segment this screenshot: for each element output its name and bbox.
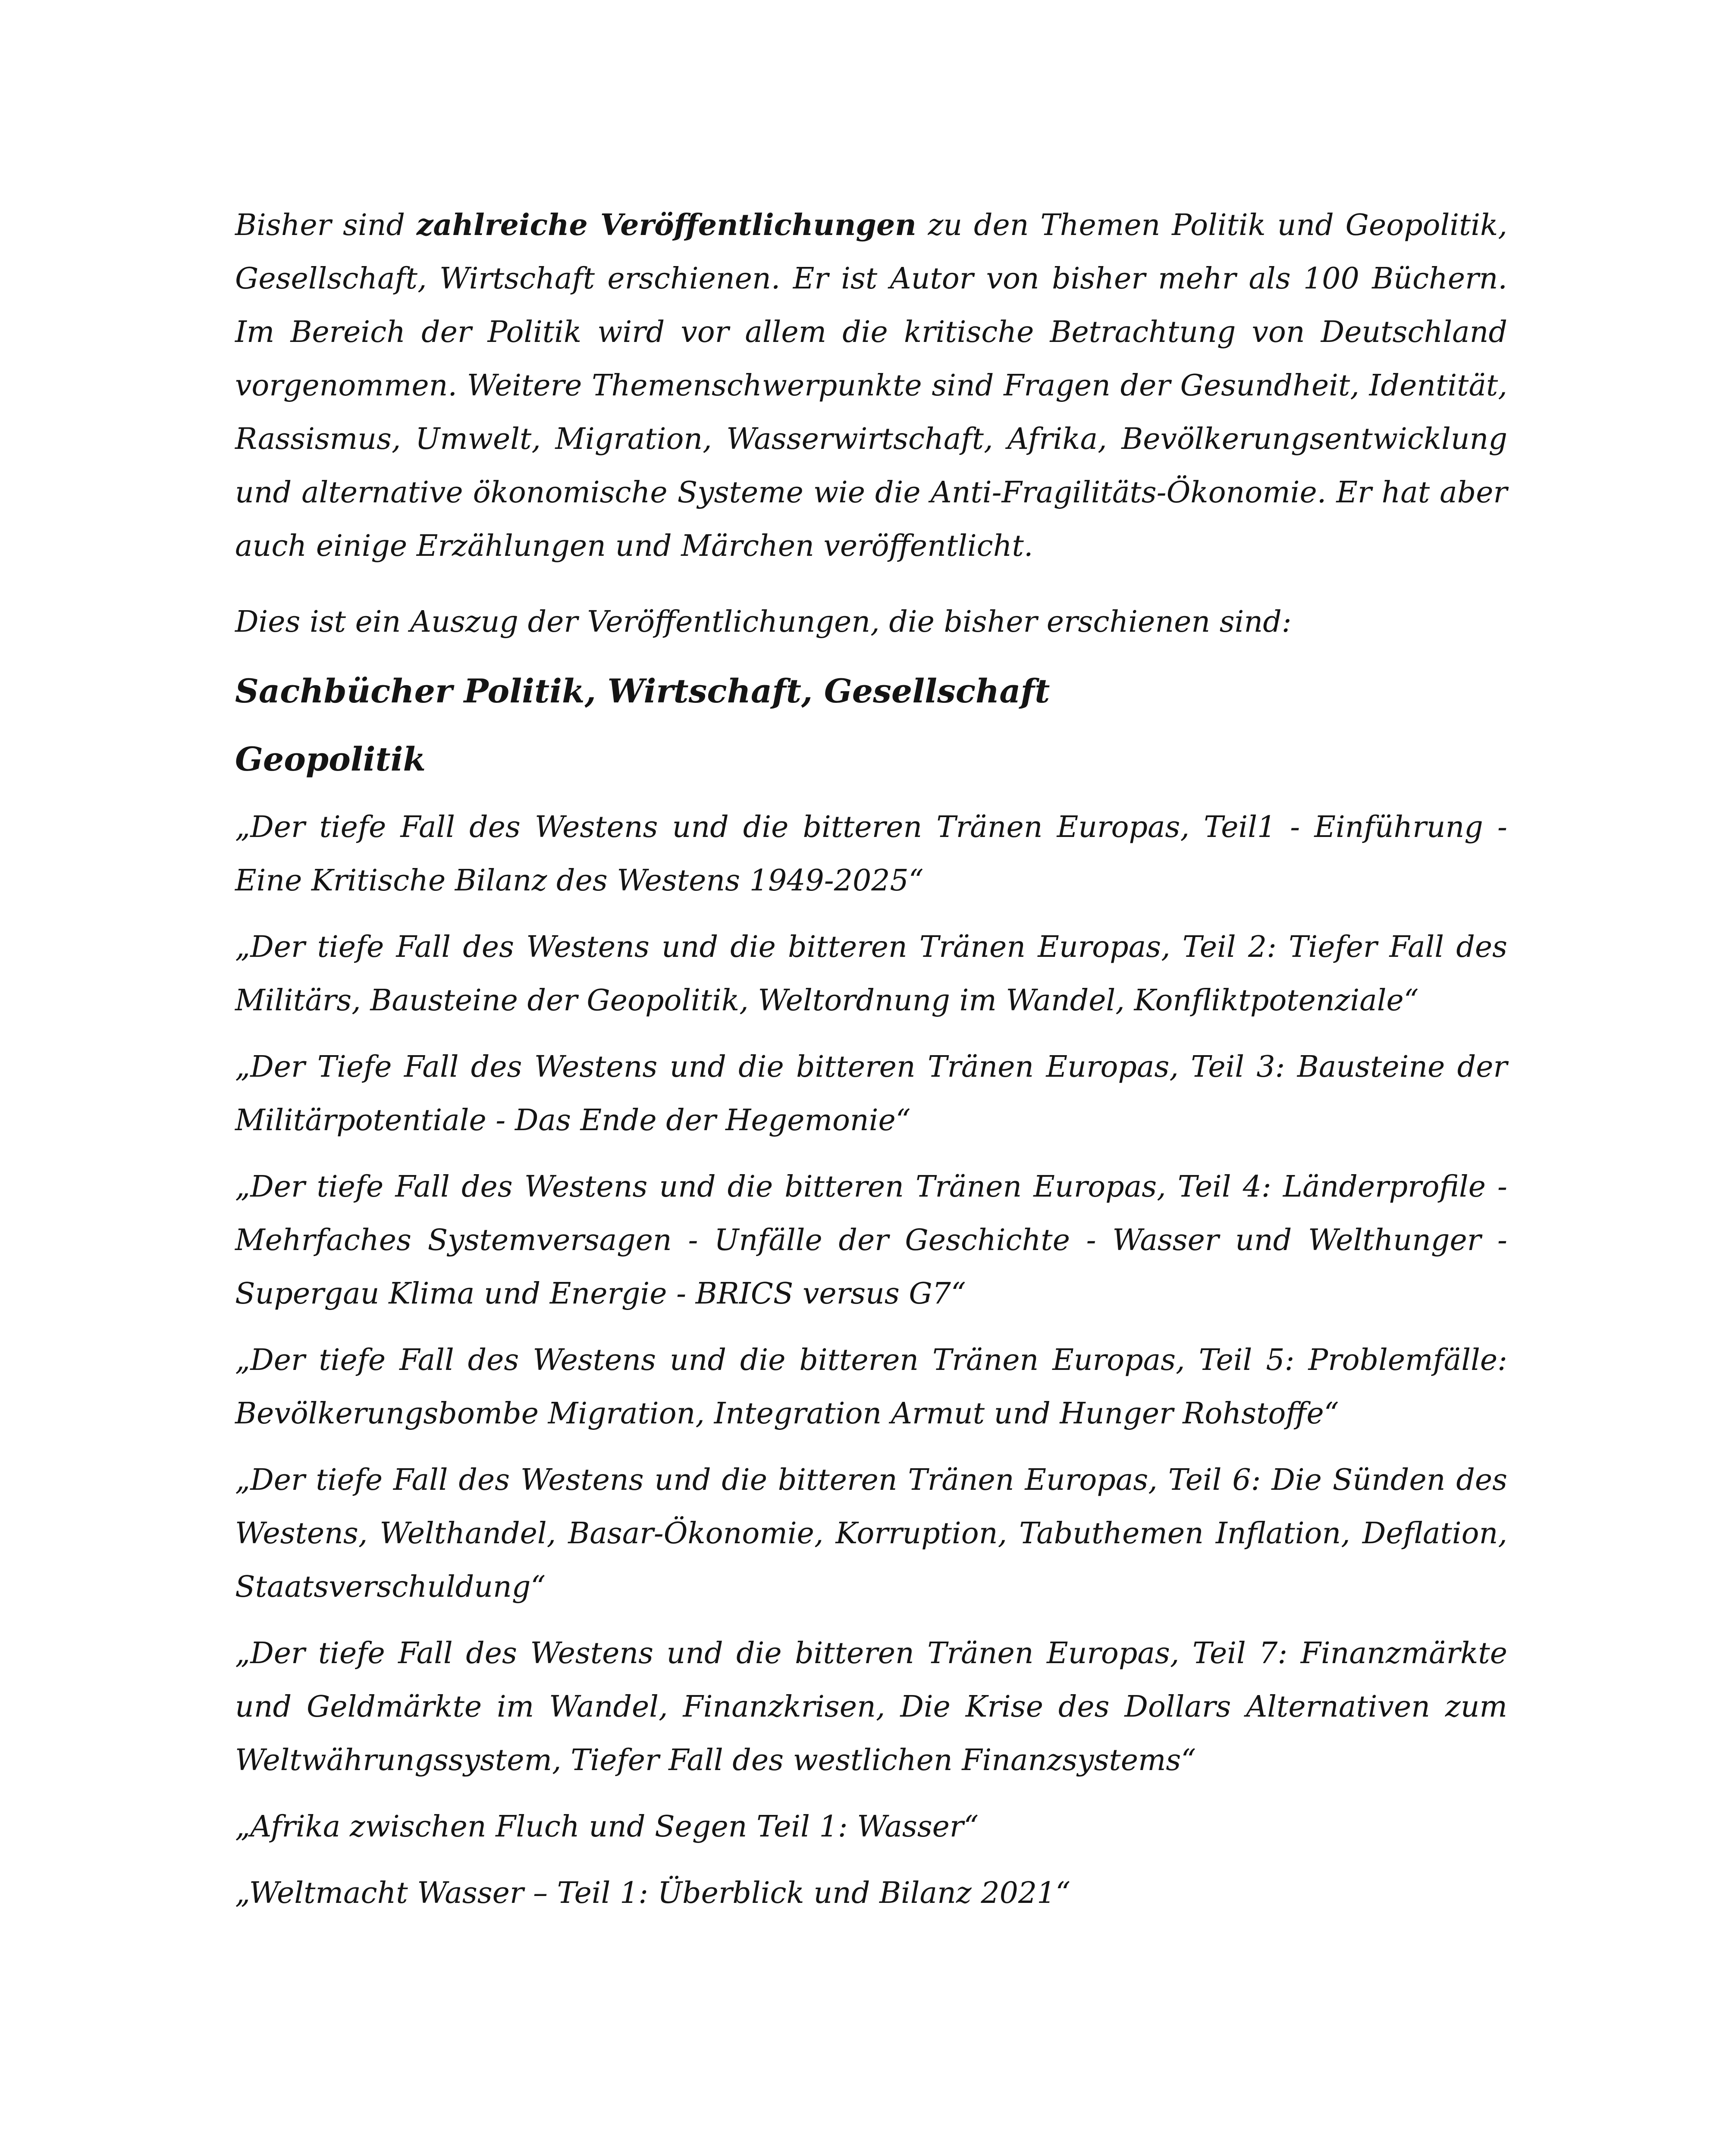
book-title: „Der tiefe Fall des Westens und die bitteren Tränen Europas, Teil 2: Tiefer Fall des Militärs, Bausteine der Geopolitik, Weltordnung im Wandel, Konfliktpotenziale“ xyxy=(235,930,1507,1018)
book-item xyxy=(235,921,1507,1028)
publications-lead: Dies ist ein Auszug der Veröffentlichungen, die bisher erschienen sind: xyxy=(235,605,1292,639)
book-title: „Der tiefe Fall des Westens und die bitteren Tränen Europas, Teil 5: Problemfälle: Bevölkerungsbombe Migration, Integration Armut und Hunger Rohstoffe“ xyxy=(235,1343,1507,1431)
book-title: „Der tiefe Fall des Westens und die bitteren Tränen Europas, Teil 7: Finanzmärkte und Geldmärkte im Wandel, Finanzkrisen, Die Krise des Dollars Alternativen zum Weltwährungssystem, Tiefer Fall des westlichen Finanzsystems“ xyxy=(235,1636,1507,1777)
intro-text-start: Bisher sind xyxy=(235,208,417,242)
book-title: „Der tiefe Fall des Westens und die bitteren Tränen Europas, Teil 4: Länderprofile - Mehrfaches Systemversagen - Unfälle der Geschichte - Wasser und Welthunger - Supergau Klima und Energie - BRICS versus G7“ xyxy=(235,1170,1507,1311)
book-item xyxy=(235,1334,1507,1441)
intro-paragraph xyxy=(235,198,1507,573)
section-heading: Sachbücher Politik, Wirtschaft, Gesellschaft xyxy=(235,672,1050,710)
book-item xyxy=(235,1040,1507,1147)
subsection-heading: Geopolitik xyxy=(235,740,426,778)
book-title: „Der tiefe Fall des Westens und die bitteren Tränen Europas, Teil1 - Einführung - Eine Kritische Bilanz des Westens 1949-2025“ xyxy=(235,810,1507,898)
document-page xyxy=(235,198,1507,1933)
book-list xyxy=(235,801,1507,1920)
book-item xyxy=(235,1800,1507,1854)
book-item xyxy=(235,1160,1507,1321)
book-title: „Afrika zwischen Fluch und Segen Teil 1: Wasser“ xyxy=(235,1810,979,1844)
book-item xyxy=(235,1867,1507,1920)
intro-text-rest: zu den Themen Politik und Geopolitik, Gesellschaft, Wirtschaft erschienen. Er ist Autor von bisher mehr als 100 Büchern. Im Bereich der Politik wird vor allem die kritische Betrachtung von Deutschland vorgenommen. Weitere Themenschwerpunkte sind Fragen der Gesundheit, Identität, Rassismus, Umwelt, Migration, Wasserwirtschaft, Afrika, Bevölkerungsentwicklung und alternative ökonomische Systeme wie die Anti-Fragilitäts-Ökonomie. Er hat aber auch einige Erzählungen und Märchen veröffentlicht. xyxy=(235,208,1508,563)
book-item xyxy=(235,1454,1507,1614)
book-title: „Weltmacht Wasser – Teil 1: Überblick und Bilanz 2021“ xyxy=(235,1876,1071,1910)
book-title: „Der Tiefe Fall des Westens und die bitteren Tränen Europas, Teil 3: Bausteine der Militärpotentiale - Das Ende der Hegemonie“ xyxy=(235,1050,1507,1138)
book-title: „Der tiefe Fall des Westens und die bitteren Tränen Europas, Teil 6: Die Sünden des Westens, Welthandel, Basar-Ökonomie, Korruption, Tabuthemen Inflation, Deflation, Staatsverschuldung“ xyxy=(235,1463,1507,1604)
book-item xyxy=(235,1627,1507,1787)
book-item xyxy=(235,801,1507,908)
intro-bold-phrase: zahlreiche Veröffentlichungen xyxy=(416,208,916,242)
